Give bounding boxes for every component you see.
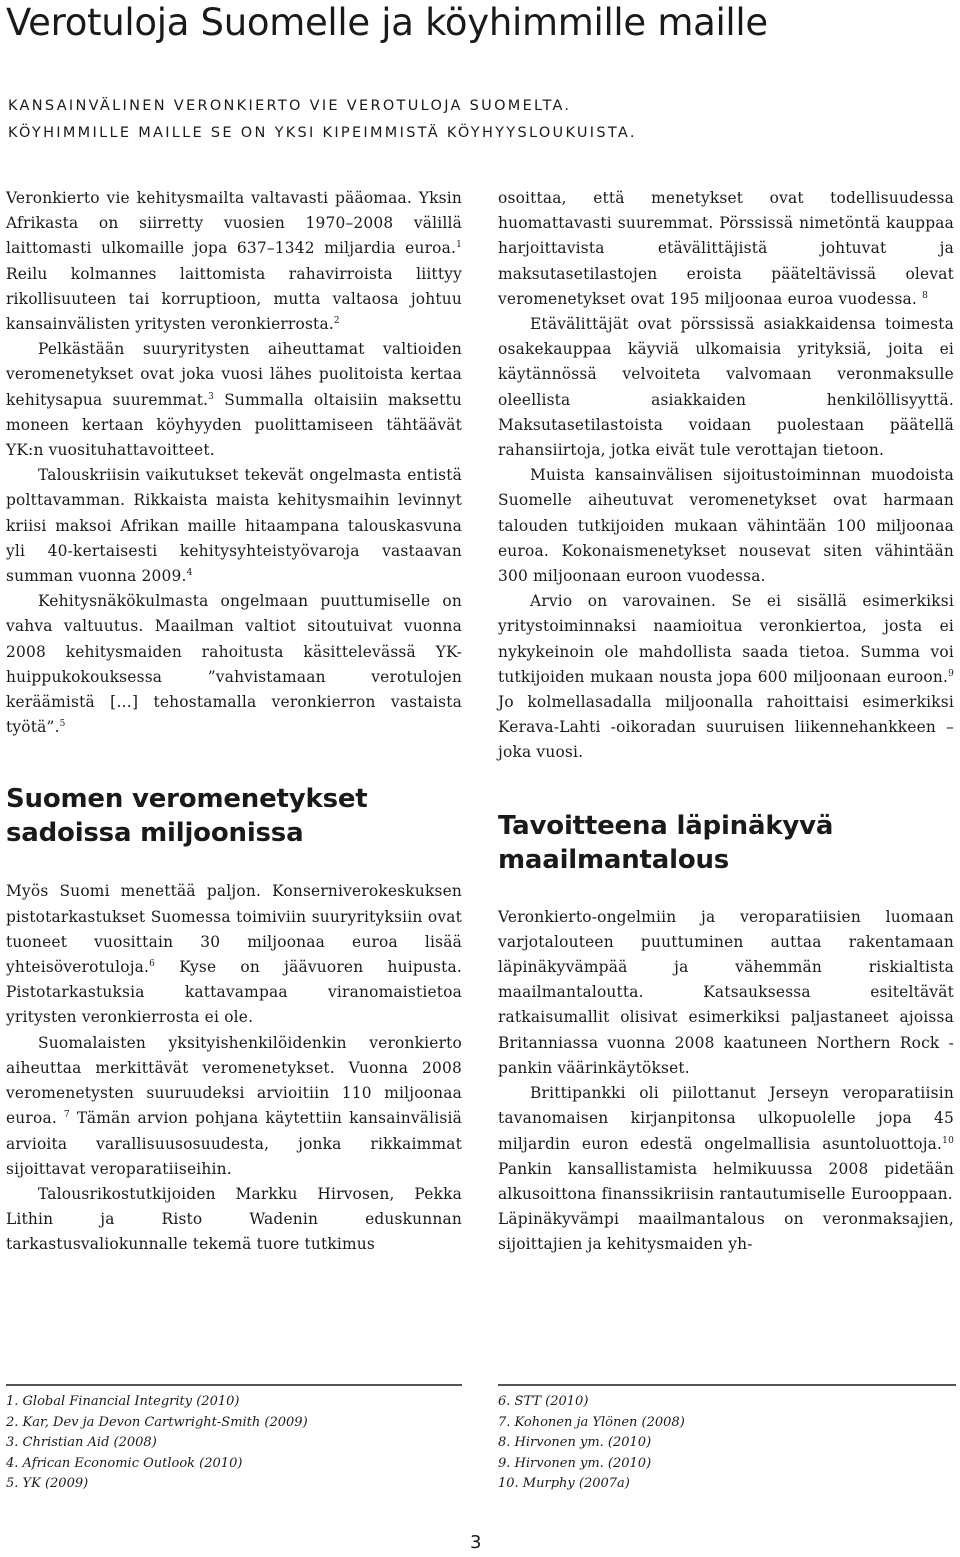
paragraph: Arvio on varovainen. Se ei sisällä esimerkiksi yritystoiminnaksi naamioitua veronkiertoa, josta ei nykykeinoin ole mahdollista saada tietoa. Summa voi tutkijoiden mukaan nousta jopa 600 miljoonaan euroon.$^9$ Jo kolmellasadalla miljoonalla rahoittaisi esimerkiksi Kerava-Lahti -oikoradan suuruisen liikennehankkeen – joka vuosi.	[498, 592, 954, 762]
section-heading: Suomen veromenetykset sadoissa miljoonissa	[6, 784, 368, 849]
footnote-divider	[6, 1384, 462, 1386]
paragraph: Etävälittäjät ovat pörssissä asiakkaidensa toimesta osakekauppaa käyviä ulkomaisia yrityksiä, joita ei käytännössä velvoiteta valvomaan veronmaksulle oleellista asiakkaiden henkilöllisyyttä. Maksutasetilastoista voidaan puolestaan päätellä rahansiirtoja, jotka eivät tule verottajan tietoon.	[498, 315, 954, 460]
section-heading: Tavoitteena läpinäkyvä maailmantalous	[498, 810, 834, 875]
paragraph: Myös Suomi menettää paljon. Konserniverokeskuksen pistotarkastukset Suomessa toimiviin suuryrityksiin ovat tuoneet vuosittain 30 miljoonaa euroa lisää yhteisöverotuloja.$^6$ Kyse on jäävuoren huipusta. Pistotarkastuksia kattavampaa viranomaistietoa yritysten veronkierrosta ei ole.	[6, 882, 462, 1027]
paragraph: osoittaa, että menetykset ovat todellisuudessa huomattavasti suuremmat. Pörssissä nimetöntä kauppaa harjoittavista etävälittäjistä johtuvat ja maksutasetilastojen eroista pääteltävissä olevat veromenetykset ovat 195 miljoonaa euroa vuodessa. $^8$	[498, 189, 954, 308]
footnote: 7. Kohonen ja Ylönen (2008)	[498, 1414, 685, 1430]
footnote-divider	[498, 1384, 956, 1386]
right-column	[498, 186, 954, 1258]
footnote: 6. STT (2010)	[498, 1394, 589, 1409]
paragraph: Kehitysnäkökulmasta ongelmaan puuttumiselle on vahva valtuutus. Maailman valtiot sitoutuivat vuonna 2008 kehitysmaiden rahoitusta käsittelevässä YK-huippukokouksessa ”vahvistamaan verotulojen keräämistä […] tehostamalla veronkierron vastaista työtä”.$^5$	[6, 592, 462, 737]
footnote: 2. Kar, Dev ja Devon Cartwright-Smith (2009)	[6, 1414, 308, 1430]
footnotes-left	[6, 1392, 308, 1495]
footnote: 5. YK (2009)	[6, 1476, 89, 1492]
subtitle-line: KÖYHIMMILLE MAILLE SE ON YKSI KIPEIMMISTÄ KÖYHYYSLOUKUISTA.	[8, 125, 637, 141]
footnote-ref: 7	[63, 1110, 70, 1121]
footnote-ref: 8	[922, 290, 929, 301]
footnote-ref: 5	[59, 719, 66, 730]
footnote-ref: 1	[456, 240, 462, 251]
footnote: 3. Christian Aid (2008)	[6, 1435, 157, 1451]
footnote-ref: 6	[149, 959, 156, 970]
subtitle-line: KANSAINVÄLINEN VERONKIERTO VIE VEROTULOJA SUOMELTA.	[8, 98, 572, 114]
page-number: 3	[470, 1532, 482, 1553]
subtitle	[8, 93, 637, 147]
paragraph: Pelkästään suuryritysten aiheuttamat valtioiden veromenetykset ovat joka vuosi lähes puolitoista kertaa kehitysapua suuremmat.$^3$ Summalla oltaisiin maksettu moneen kertaan köyhyyden puolittamiseen tähtäävät YK:n vuosituhattavoitteet.	[6, 340, 462, 460]
paragraph: Talouskriisin vaikutukset tekevät ongelmasta entistä polttavamman. Rikkaista maista kehitysmaihin levinnyt kriisi maksoi Afrikan maille hitaampana talouskasvuna yli 40-kertaisesti kehitysyhteistyövaroja vastaavan summan vuonna 2009.$^4$	[6, 466, 462, 586]
footnote: 8. Hirvonen ym. (2010)	[498, 1435, 652, 1451]
paragraph: Veronkierto vie kehitysmailta valtavasti pääomaa. Yksin Afrikasta on siirretty vuosien 1970–2008 välillä laittomasti ulkomaille jopa 637–1342 miljardia euroa.$^1$ Reilu kolmannes laittomista rahavirroista liittyy rikollisuuteen tai korruptioon, mutta valtaosa johtuu kansainvälisten yritysten veronkierrosta.$^2$	[6, 189, 462, 334]
paragraph: Muista kansainvälisen sijoitustoiminnan muodoista Suomelle aiheutuvat veromenetykset ovat harmaan talouden tutkijoiden mukaan vähintään 100 miljoonaa euroa. Kokonaismenetykset nousevat siten vähintään 300 miljoonaan euroon vuodessa.	[498, 466, 954, 586]
footnote-ref: 2	[333, 316, 340, 327]
footnote: 10. Murphy (2007a)	[498, 1476, 630, 1492]
footnote: 1. Global Financial Integrity (2010)	[6, 1394, 240, 1409]
footnotes-right	[498, 1392, 685, 1495]
paragraph: Suomalaisten yksityishenkilöidenkin veronkierto aiheuttaa merkittävät veromenetykset. Vuonna 2008 veromenetysten suuruudeksi arvioitiin 110 miljoonaa euroa. $^7$ Tämän arvion pohjana käytettiin kansainvälisiä arvioita varallisuusosuudesta, jonka rikkaimmat sijoittavat veroparatiiseihin.	[6, 1033, 462, 1178]
page-title: Verotuloja Suomelle ja köyhimmille maille	[6, 1, 768, 44]
footnote: 9. Hirvonen ym. (2010)	[498, 1455, 652, 1471]
paragraph: Talousrikostutkijoiden Markku Hirvosen, Pekka Lithin ja Risto Wadenin eduskunnan tarkastusvaliokunnalle tekemä tuore tutkimus	[6, 1184, 462, 1254]
paragraph: Läpinäkyvämpi maailmantalous on veronmaksajien, sijoittajien ja kehitysmaiden yh-	[498, 1210, 954, 1254]
footnote-ref: 4	[186, 568, 193, 579]
footnote-ref: 3	[208, 391, 215, 402]
footnote: 4. African Economic Outlook (2010)	[6, 1455, 243, 1471]
footnote-ref: 9	[948, 668, 954, 679]
footnote-ref: 10	[942, 1135, 954, 1146]
paragraph: Brittipankki oli piilottanut Jerseyn veroparatiisin tavanomaisen kirjanpitonsa ulkopuolelle jopa 45 miljardin euron edestä ongelmallisia asuntoluottoja.$^{10}$ Pankin kansallistamista helmikuussa 2008 pidetään alkusoittona finanssikriisin rantautumiselle Eurooppaan.	[498, 1084, 954, 1203]
left-column	[6, 186, 462, 1258]
paragraph: Veronkierto-ongelmiin ja veroparatiisien luomaan varjotalouteen puuttuminen auttaa rakentamaan läpinäkyvämpää ja vähemmän riskialtista maailmantaloutta. Katsauksessa esiteltävät ratkaisumallit olisivat esimerkiksi paljastaneet ajoissa Britanniassa vuonna 2008 kaatuneen Northern Rock -pankin väärinkäytökset.	[498, 907, 954, 1077]
